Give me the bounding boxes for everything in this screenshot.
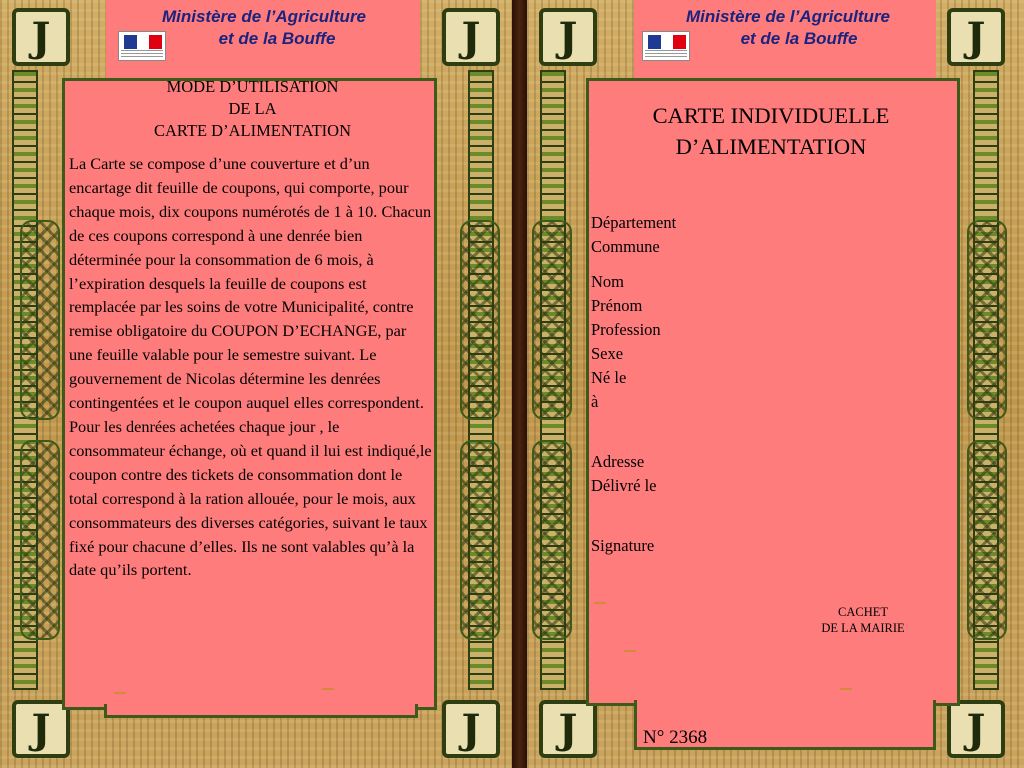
field-sexe: Sexe	[591, 344, 624, 363]
ministry-line-1: Ministère de l’Agriculture	[161, 7, 367, 26]
field-prenom: Prénom	[591, 296, 643, 315]
fasces-ornament	[532, 220, 572, 420]
j-corner-ornament: J	[947, 8, 1005, 66]
title-line: CARTE D’ALIMENTATION	[153, 121, 352, 140]
instructions-paragraph: Pour les denrées achetées chaque jour , le consommateur échange, où et quand il lui est indiqué,le coupon contre des tickets de consommation dont le total correspond à la ration allouée, pour le mois, aux consommateurs des diverses catégories, suivant le taux fixé pour chacune d’elles. Ils ne sont valables qu’à la date qu’ils portent.	[69, 416, 432, 580]
j-corner-ornament: J	[442, 8, 500, 66]
title-line: MODE D’UTILISATION	[166, 77, 339, 96]
ministry-line-2: et de la Bouffe	[218, 29, 336, 48]
j-corner-ornament: J	[442, 700, 500, 758]
paper-speck	[840, 688, 852, 690]
title-line: CARTE INDIVIDUELLE	[652, 103, 890, 128]
paper-speck	[624, 650, 636, 652]
field-departement: Département	[591, 213, 677, 232]
instructions-title	[80, 76, 425, 142]
fasces-ornament	[532, 440, 572, 640]
field-ne-le: Né le	[591, 368, 627, 387]
paper-speck	[114, 692, 126, 694]
field-profession: Profession	[591, 320, 661, 339]
paper-speck	[322, 688, 334, 690]
stamp-label-line: CACHET	[838, 605, 888, 619]
fasces-ornament	[460, 220, 500, 420]
field-commune: Commune	[591, 237, 660, 256]
j-corner-ornament: J	[947, 700, 1005, 758]
ministry-line-1: Ministère de l’Agriculture	[685, 7, 891, 26]
fasces-ornament	[20, 440, 60, 640]
j-corner-ornament: J	[539, 8, 597, 66]
paper-speck	[594, 602, 606, 604]
republique-francaise-logo	[118, 31, 166, 61]
title-line: DE LA	[228, 99, 277, 118]
instructions-body-foot	[104, 704, 418, 718]
j-corner-ornament: J	[539, 700, 597, 758]
instructions-text	[69, 152, 433, 582]
fasces-ornament	[20, 220, 60, 420]
republique-francaise-logo	[642, 31, 690, 61]
field-lieu-naissance: à	[591, 392, 599, 411]
card-title	[590, 100, 952, 162]
town-hall-stamp-area	[790, 604, 936, 636]
card-number: N° 2368	[643, 727, 708, 748]
stamp-label-line: DE LA MAIRIE	[821, 621, 905, 635]
j-corner-ornament: J	[12, 700, 70, 758]
fasces-ornament	[460, 440, 500, 640]
field-delivre-le: Délivré le	[591, 476, 657, 495]
j-corner-ornament: J	[12, 8, 70, 66]
title-line: D’ALIMENTATION	[675, 134, 867, 159]
fold-gutter	[512, 0, 527, 768]
field-signature: Signature	[591, 536, 655, 555]
ministry-line-2: et de la Bouffe	[740, 29, 858, 48]
field-nom: Nom	[591, 272, 624, 291]
field-adresse: Adresse	[591, 452, 645, 471]
fasces-ornament	[967, 440, 1007, 640]
fasces-ornament	[967, 220, 1007, 420]
instructions-paragraph: La Carte se compose d’une couverture et d’un encartage dit feuille de coupons, qui comporte, pour chaque mois, dix coupons numérotés de 1 à 10. Chacun de ces coupons correspond à une denrée bien déterminée pour la consommation de 6 mois, à l’expiration desquels la feuille de coupons est remplacée par les soins de votre Municipalité, contre remise obligatoire du COUPON D’ECHANGE, par une feuille valable pour le semestre suivant. Le gouvernement de Nicolas détermine les denrées contingentées et le coupon auquel elles correspondent.	[69, 154, 432, 413]
